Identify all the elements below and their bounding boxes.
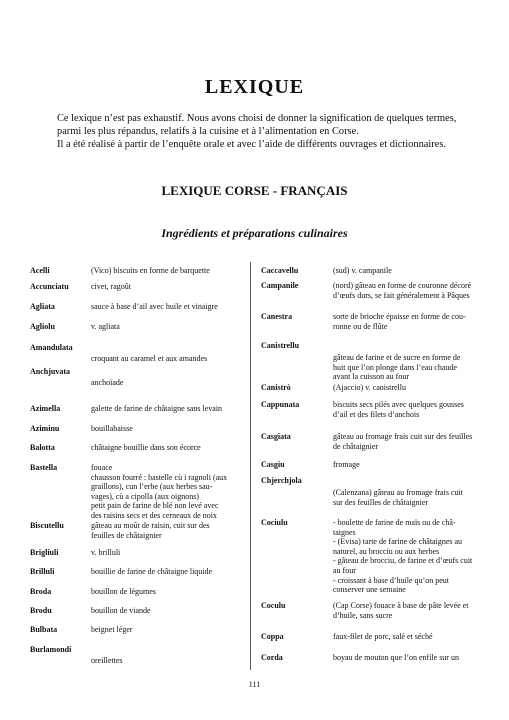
definition-line: conserver une semaine <box>333 585 406 595</box>
entry-term: Chjerchjola <box>261 476 302 485</box>
definition-line: bouillon de légumes <box>91 587 156 596</box>
entry-term: Canestra <box>261 312 293 321</box>
entry-definition <box>91 625 253 635</box>
definition-line: gâteau au moût de raisin, cuit sur des <box>91 521 210 530</box>
entry-definition <box>91 354 253 364</box>
entry-definition <box>333 400 505 419</box>
entry-definition <box>333 518 505 595</box>
definition-line: oreillettes <box>91 656 123 665</box>
entry-term: Cappunata <box>261 400 300 409</box>
definition-line: sorte de brioche épaisse en forme de cou- <box>333 312 466 321</box>
definition-line: naturel, au brocciu ou aux herbes <box>333 546 440 556</box>
entry-definition <box>91 521 253 540</box>
definition-line: d’œufs durs, se fait généralement à Pâques <box>333 290 470 300</box>
entry-term: Balotta <box>30 443 55 452</box>
definition-line: - gâteau de brocciu, de farine et d’œufs cuit <box>333 556 473 566</box>
definition-line: galette de farine de châtaigne sans levain <box>91 404 223 413</box>
definition-line: vages), cù a cipolla (aux oignons) <box>91 491 199 501</box>
definition-line: bouillie de farine de châtaigne liquide <box>91 567 213 576</box>
definition-line: (nord) gâteau en forme de couronne décoré <box>333 281 472 290</box>
entry-definition <box>91 322 253 332</box>
entry-term: Agliata <box>30 302 55 311</box>
definition-line: fouace <box>91 463 113 472</box>
entry-term: Amandulata <box>30 343 73 352</box>
definition-line: (Ajaccio) v. canistrellu <box>333 383 407 392</box>
entry-term: Coculu <box>261 601 286 610</box>
entry-term: Anchjuvata <box>30 367 71 376</box>
definition-line: châtaigne bouillie dans son écorce <box>91 443 201 452</box>
definition-line: de châtaignier <box>333 441 379 451</box>
page-title: LEXIQUE <box>204 76 305 98</box>
definition-line: huit que l’on plonge dans l’eau chaude <box>333 362 457 372</box>
definition-line: fromage <box>333 460 360 469</box>
definition-line: d’huile, sans sucre <box>333 610 393 620</box>
entry-definition <box>91 606 253 616</box>
page-number: 111 <box>248 680 261 689</box>
entry-definition <box>333 460 505 470</box>
entry-term: Aziminu <box>30 424 60 433</box>
definition-line: sur des feuilles de châtaignier <box>333 497 429 507</box>
entry-definition <box>333 312 505 331</box>
entry-definition <box>333 432 505 451</box>
entry-term: Accunciatu <box>30 282 69 291</box>
entry-term: Caccavellu <box>261 266 299 275</box>
entry-definition <box>91 567 253 577</box>
subsection-title: Ingrédients et préparations culinaires <box>161 226 348 240</box>
entry-definition <box>91 587 253 597</box>
intro-line: Ce lexique n’est pas exhaustif. Nous avons choisi de donner la signification de quelques termes, <box>57 113 457 124</box>
entry-term: Acelli <box>30 266 50 275</box>
definition-line: au four <box>333 565 356 575</box>
entry-definition <box>333 601 505 620</box>
definition-line: faux-filet de porc, salé et séché <box>333 632 433 641</box>
entry-term: Cociulu <box>261 518 288 527</box>
entry-term: Brilluli <box>30 567 55 576</box>
entry-definition <box>91 282 253 292</box>
entry-definition <box>333 383 505 393</box>
definition-line: civet, ragoût <box>91 282 131 291</box>
definition-line: ronne ou de flûte <box>333 321 388 331</box>
definition-line: boyau de mouton que l’on enfile sur un <box>333 653 459 662</box>
definition-line: v. agliata <box>91 322 120 331</box>
entry-term: Campanile <box>261 281 299 290</box>
entry-term: Casgiata <box>261 432 291 441</box>
entry-term: Brigliuli <box>30 548 59 557</box>
entry-term: Casgiu <box>261 460 285 469</box>
definition-line: - croissant à base d’huile qu’on peut <box>333 575 449 585</box>
entry-term: Biscutellu <box>30 521 64 530</box>
definition-line: taignes <box>333 527 356 537</box>
entry-term: Burlamondi <box>30 645 72 654</box>
entry-term: Bulbata <box>30 625 58 634</box>
definition-line: gâteau de farine et de sucre en forme de <box>333 353 461 362</box>
entry-term: Brodu <box>30 606 52 615</box>
entry-definition <box>91 463 253 521</box>
entry-definition <box>91 302 253 312</box>
entry-definition <box>333 653 505 663</box>
definition-line: (sud) v. campanile <box>333 266 392 275</box>
entry-term: Broda <box>30 587 52 596</box>
definition-line: croquant au caramel et aux amandes <box>91 354 208 363</box>
entry-definition <box>333 353 505 382</box>
entry-term: Canistrò <box>261 383 291 392</box>
entry-definition <box>333 281 505 300</box>
definition-line: beignet léger <box>91 625 133 634</box>
definition-line: petit pain de farine de blé non levé avec <box>91 501 219 511</box>
definition-line: biscuits secs pilés avec quelques gousses <box>333 400 464 409</box>
entry-term: Azimella <box>30 404 61 413</box>
entry-term: Bastella <box>30 463 58 472</box>
intro-line: parmi les plus répandus, relatifs à la cuisine et à l’alimentation en Corse. <box>57 126 359 137</box>
definition-line: gâteau au fromage frais cuit sur des feuilles <box>333 432 473 441</box>
entry-definition <box>91 548 253 558</box>
entry-definition <box>91 404 253 414</box>
entry-term: Agliolu <box>30 322 55 331</box>
entry-definition <box>91 424 253 434</box>
intro-line: Il a été réalisé à partir de l’enquête orale et avec l’aide de différents ouvrages et dictionnaires. <box>57 139 446 150</box>
entry-term: Canistrellu <box>261 341 300 350</box>
entry-definition <box>91 656 253 666</box>
entry-term: Coppa <box>261 632 284 641</box>
definition-line: v. brilluli <box>91 548 121 557</box>
definition-line: des raisins secs et des cerneaux de noix <box>91 510 217 520</box>
definition-line: - boulette de farine de maïs ou de châ- <box>333 518 456 527</box>
entry-definition <box>333 488 505 507</box>
definition-line: - (Evisa) tarte de farine de châtaignes au <box>333 537 463 547</box>
intro-paragraph <box>57 112 477 151</box>
definition-line: (Calenzana) gâteau au fromage frais cuit <box>333 488 463 497</box>
definition-line: (Cap Corse) fouace à base de pâte levée et <box>333 601 469 610</box>
entry-definition <box>333 632 505 642</box>
definition-line: sauce à base d’ail avec huile et vinaigre <box>91 302 218 311</box>
entry-definition <box>91 378 253 388</box>
entry-definition <box>91 443 253 453</box>
definition-line: d’ail et des filets d’anchois <box>333 409 420 419</box>
entry-term: Corda <box>261 653 283 662</box>
definition-line: avant la cuisson au four <box>333 372 409 382</box>
definition-line: bouillabaisse <box>91 424 133 433</box>
definition-line: anchoïade <box>91 378 124 387</box>
entry-definition <box>333 266 505 276</box>
entry-definition <box>91 266 253 276</box>
definition-line: feuilles de châtaignier <box>91 530 162 540</box>
definition-line: bouillon de viande <box>91 606 151 615</box>
definition-line: chausson fourré : bastelle cù i ragnoli (aux <box>91 472 228 482</box>
section-title: LEXIQUE CORSE - FRANÇAIS <box>161 183 348 198</box>
definition-line: graillons), cun l’erbe (aux herbes sau- <box>91 482 213 492</box>
definition-line: (Vico) biscuits en forme de barquette <box>91 266 210 275</box>
